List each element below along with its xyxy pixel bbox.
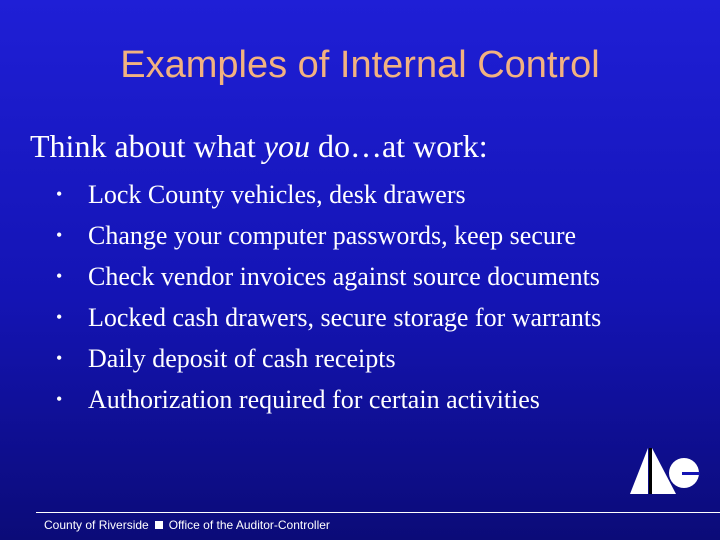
bullet-icon: • [56,307,63,327]
bullet-item [56,256,601,297]
footer-office: Office of the Auditor-Controller [168,518,330,532]
slide-title: Examples of Internal Control [120,44,600,86]
auditor-controller-logo-icon [628,438,700,496]
bullet-text: Change your computer passwords, keep secure [88,221,577,250]
footer [44,518,330,532]
bullet-icon: • [56,389,63,409]
bullet-icon: • [56,184,63,204]
bullet-icon: • [56,225,63,245]
slide-subtitle [30,128,488,165]
bullet-text: Lock County vehicles, desk drawers [88,180,466,209]
bullet-item [56,174,601,215]
bullet-text: Locked cash drawers, secure storage for warrants [88,303,602,332]
bullet-list [56,174,601,420]
bullet-item [56,338,601,379]
bullet-item [56,379,601,420]
bullet-text: Authorization required for certain activities [88,385,540,414]
square-bullet-icon [155,521,163,529]
bullet-item [56,297,601,338]
subtitle-before: Think about what [30,128,264,164]
bullet-text: Daily deposit of cash receipts [88,344,396,373]
subtitle-after: do…at work: [309,128,488,164]
footer-divider [36,512,720,513]
bullet-icon: • [56,348,63,368]
footer-organization: County of Riverside [44,518,149,532]
subtitle-emphasis: you [263,128,310,164]
bullet-icon: • [56,266,63,286]
bullet-item [56,215,601,256]
bullet-text: Check vendor invoices against source documents [88,262,600,291]
